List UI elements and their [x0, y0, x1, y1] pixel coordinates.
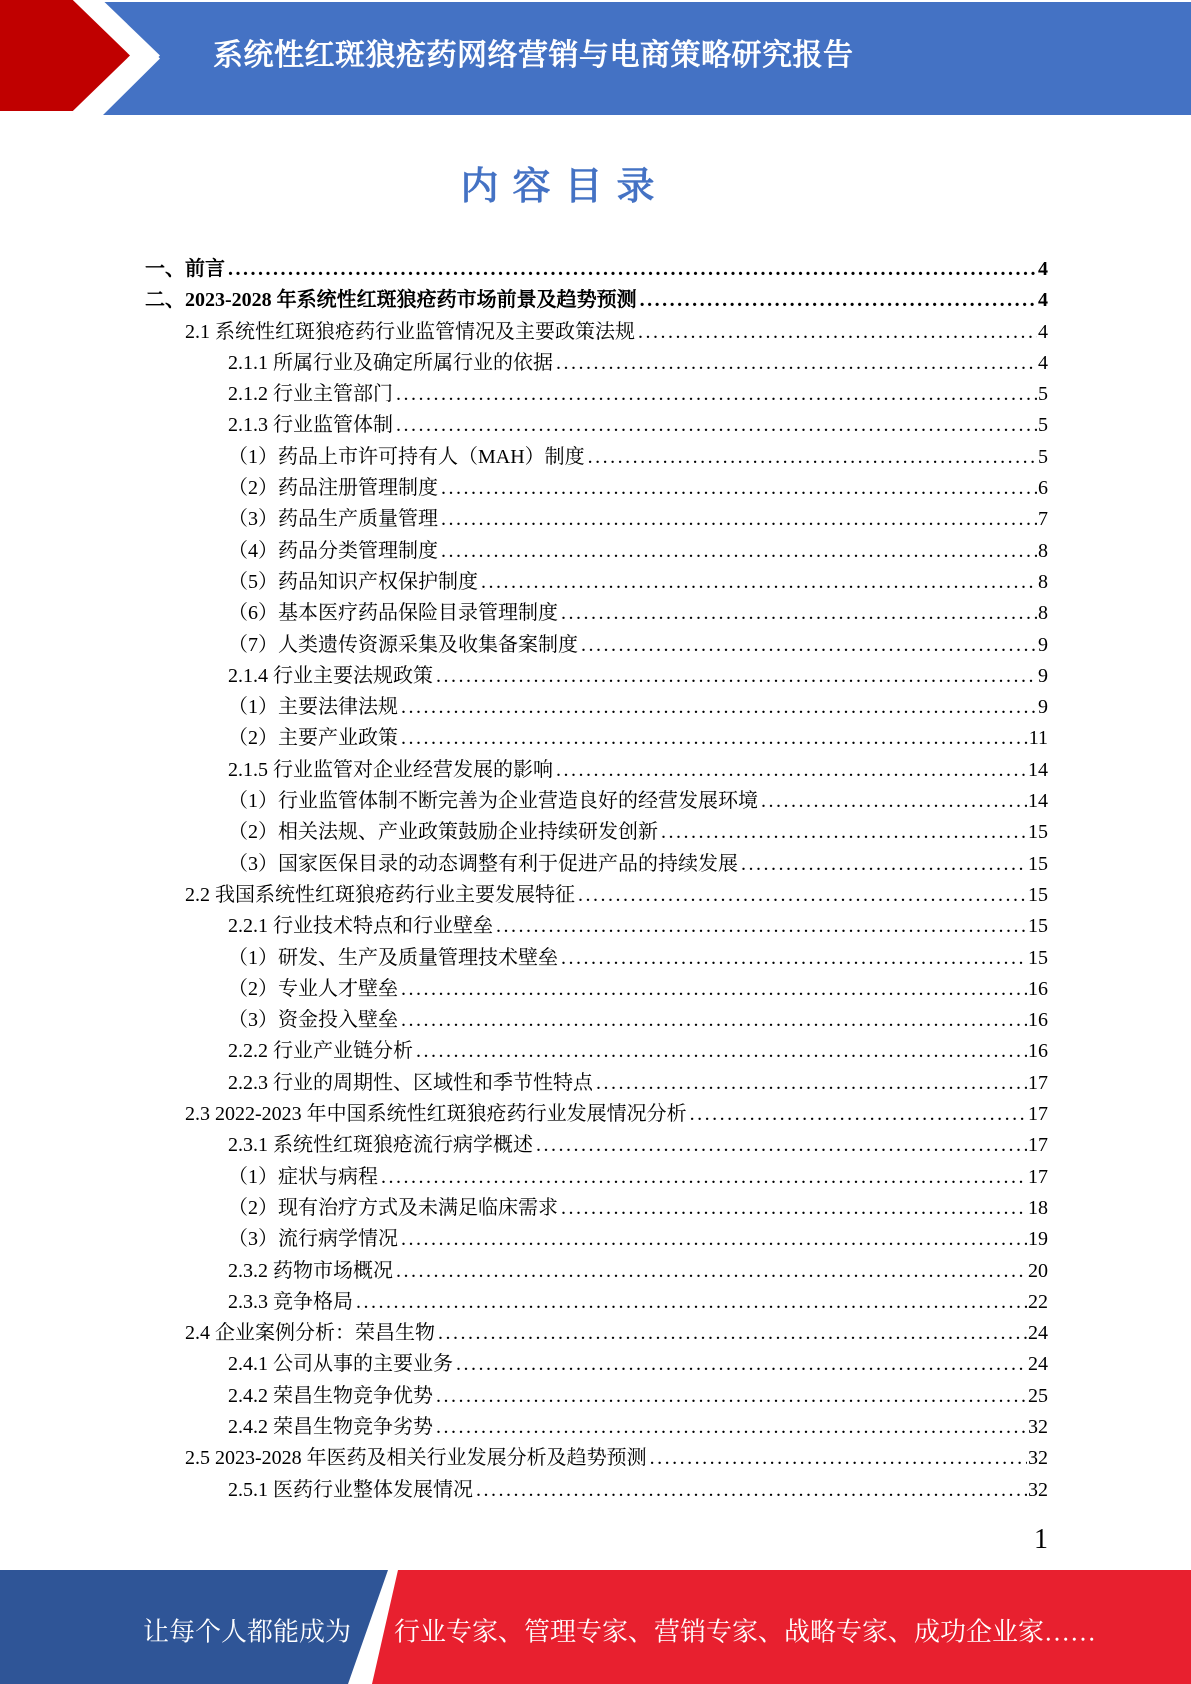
report-header	[0, 0, 1191, 115]
toc-leader-dots	[741, 849, 1027, 880]
toc-entry-label: 一、前言	[145, 258, 225, 280]
toc-entry[interactable]	[145, 1130, 1048, 1161]
toc-entry-label: 2.4 企业案例分析：荣昌生物	[185, 1322, 435, 1345]
toc-entry[interactable]	[145, 943, 1048, 974]
toc-entry-page: 11	[1028, 727, 1048, 750]
toc-entry-page: 15	[1028, 946, 1048, 969]
toc-entry-page: 5	[1038, 414, 1048, 437]
toc-entry-label: （2）专业人才壁垒	[228, 977, 398, 1000]
toc-entry-page: 16	[1028, 1009, 1048, 1032]
toc-entry-page: 18	[1028, 1196, 1048, 1219]
toc-leader-dots	[401, 692, 1037, 723]
toc-entry-page: 15	[1028, 883, 1048, 906]
toc-entry-label: （3）资金投入壁垒	[228, 1009, 398, 1032]
toc-entry-page: 15	[1028, 821, 1048, 844]
toc-leader-dots	[561, 598, 1037, 629]
toc-entry[interactable]	[145, 1224, 1048, 1255]
toc-entry[interactable]	[145, 410, 1048, 441]
toc-entry-label: （2）相关法规、产业政策鼓励企业持续研发创新	[228, 821, 658, 844]
toc-leader-dots	[596, 1068, 1027, 1099]
toc-entry-label: 2.4.1 公司从事的主要业务	[228, 1353, 453, 1376]
toc-entry-page: 32	[1028, 1478, 1048, 1501]
footer-right-slogan: 行业专家、管理专家、营销专家、战略专家、成功企业家……	[394, 1617, 1097, 1647]
toc-entry-page: 4	[1038, 320, 1048, 343]
toc-entry[interactable]	[145, 442, 1048, 473]
toc-leader-dots	[436, 1412, 1027, 1443]
toc-entry-page: 8	[1038, 539, 1048, 562]
toc-entry-page: 19	[1028, 1228, 1048, 1251]
toc-entry[interactable]	[145, 567, 1048, 598]
toc-entry-page: 32	[1028, 1447, 1048, 1470]
toc-entry-label: 2.4.2 荣昌生物竞争劣势	[228, 1415, 433, 1438]
toc-entry[interactable]	[145, 1318, 1048, 1349]
toc-entry-label: 2.1.5 行业监管对企业经营发展的影响	[228, 758, 553, 781]
toc-entry-page: 17	[1028, 1071, 1048, 1094]
toc-heading: 内容目录	[460, 166, 669, 208]
toc-entry[interactable]	[145, 1005, 1048, 1036]
toc-entry[interactable]	[145, 1412, 1048, 1443]
toc-entry-page: 32	[1028, 1415, 1048, 1438]
toc-entry-label: （1）药品上市许可持有人（MAH）制度	[228, 445, 585, 468]
toc-entry[interactable]	[145, 1349, 1048, 1380]
toc-leader-dots	[441, 536, 1037, 567]
toc-entry-label: 二、2023-2028 年系统性红斑狼疮药市场前景及趋势预测	[145, 289, 637, 312]
toc-leader-dots	[456, 1349, 1027, 1380]
toc-entry[interactable]	[145, 379, 1048, 410]
toc-entry-label: （6）基本医疗药品保险目录管理制度	[228, 602, 558, 625]
toc-entry-label: （1）研发、生产及质量管理技术壁垒	[228, 946, 558, 969]
toc-entry-label: （2）药品注册管理制度	[228, 477, 438, 500]
toc-entry[interactable]	[145, 1193, 1048, 1224]
page-number: 1	[1034, 1523, 1048, 1555]
toc-entry[interactable]	[145, 723, 1048, 754]
toc-entry-page: 20	[1028, 1259, 1048, 1282]
toc-leader-dots	[381, 1162, 1027, 1193]
toc-leader-dots	[588, 442, 1037, 473]
toc-entry-page: 25	[1028, 1384, 1048, 1407]
toc-leader-dots	[476, 1475, 1027, 1506]
toc-entry[interactable]	[145, 817, 1048, 848]
toc-entry-page: 15	[1028, 852, 1048, 875]
toc-leader-dots	[481, 567, 1037, 598]
toc-entry[interactable]	[145, 1475, 1048, 1506]
toc-leader-dots	[401, 723, 1028, 754]
toc-entry-page: 16	[1028, 1040, 1048, 1063]
toc-entry-page: 14	[1028, 758, 1048, 781]
toc-entry[interactable]	[145, 598, 1048, 629]
toc-entry-label: （4）药品分类管理制度	[228, 539, 438, 562]
toc-leader-dots	[438, 1318, 1027, 1349]
toc-entry-page: 22	[1028, 1290, 1048, 1313]
toc-leader-dots	[561, 943, 1027, 974]
toc-entry-label: 2.1.2 行业主管部门	[228, 383, 393, 406]
toc-entry-page: 8	[1038, 570, 1048, 593]
toc-entry-page: 17	[1028, 1165, 1048, 1188]
toc-leader-dots	[401, 1005, 1027, 1036]
toc-entry-page: 4	[1038, 289, 1048, 312]
toc-leader-dots	[638, 317, 1037, 348]
toc-entry[interactable]	[145, 1381, 1048, 1412]
toc-entry-label: 2.2.3 行业的周期性、区域性和季节性特点	[228, 1071, 593, 1094]
toc-entry[interactable]	[145, 849, 1048, 880]
toc-entry[interactable]	[145, 1036, 1048, 1067]
toc-entry-page: 15	[1028, 915, 1048, 938]
toc-entry[interactable]	[145, 254, 1048, 285]
toc-entry-page: 9	[1038, 696, 1048, 719]
toc-entry-page: 5	[1038, 445, 1048, 468]
toc-entry-label: （3）流行病学情况	[228, 1228, 398, 1251]
toc-entry[interactable]	[145, 348, 1048, 379]
toc-entry-page: 8	[1038, 602, 1048, 625]
toc-entry[interactable]	[145, 692, 1048, 723]
report-title: 系统性红斑狼疮药网络营销与电商策略研究报告	[213, 39, 854, 72]
toc-entry-label: 2.2.2 行业产业链分析	[228, 1040, 413, 1063]
toc-entry[interactable]	[145, 1099, 1048, 1130]
toc-entry[interactable]	[145, 880, 1048, 911]
toc-entry-label: 2.3.1 系统性红斑狼疮流行病学概述	[228, 1134, 533, 1157]
toc-entry[interactable]	[145, 1162, 1048, 1193]
toc-leader-dots	[401, 1224, 1027, 1255]
toc-entry-page: 17	[1028, 1134, 1048, 1157]
toc-entry-page: 4	[1038, 351, 1048, 374]
toc-leader-dots	[561, 1193, 1027, 1224]
toc-entry-page: 7	[1038, 508, 1048, 531]
toc-entry[interactable]	[145, 1287, 1048, 1318]
toc-entry-page: 24	[1028, 1322, 1048, 1345]
toc-leader-dots	[761, 786, 1027, 817]
toc-entry[interactable]	[145, 974, 1048, 1005]
toc-leader-dots	[690, 1099, 1027, 1130]
toc-entry-page: 9	[1038, 633, 1048, 656]
toc-entry-label: 2.1.1 所属行业及确定所属行业的依据	[228, 351, 553, 374]
toc-leader-dots	[650, 1443, 1027, 1474]
toc-leader-dots	[401, 974, 1027, 1005]
footer-left-slogan: 让每个人都能成为	[143, 1617, 352, 1647]
toc-entry-label: 2.1 系统性红斑狼疮药行业监管情况及主要政策法规	[185, 320, 635, 343]
toc-entry-label: （3）国家医保目录的动态调整有利于促进产品的持续发展	[228, 852, 738, 875]
toc-leader-dots	[396, 1256, 1027, 1287]
toc-entry-label: （3）药品生产质量管理	[228, 508, 438, 531]
footer-banner	[0, 1570, 1191, 1684]
toc-entry-label: 2.2.1 行业技术特点和行业壁垒	[228, 915, 493, 938]
toc-leader-dots	[356, 1287, 1027, 1318]
toc-entry-label: 2.1.3 行业监管体制	[228, 414, 393, 437]
toc-entry[interactable]	[145, 1443, 1048, 1474]
toc-leader-dots	[228, 254, 1037, 285]
toc-entry-label: （1）症状与病程	[228, 1165, 378, 1188]
toc-entry[interactable]	[145, 1256, 1048, 1287]
toc-leader-dots	[661, 817, 1027, 848]
toc-entry-label: 2.3.2 药物市场概况	[228, 1259, 393, 1282]
toc-leader-dots	[640, 285, 1037, 316]
toc-leader-dots	[441, 473, 1037, 504]
toc-entry-page: 5	[1038, 383, 1048, 406]
toc-entry-label: 2.3 2022-2023 年中国系统性红斑狼疮药行业发展情况分析	[185, 1103, 687, 1126]
toc-entry-label: （1）主要法律法规	[228, 696, 398, 719]
toc-entry-page: 4	[1038, 258, 1048, 280]
toc-entry-page: 16	[1028, 977, 1048, 1000]
toc-entry[interactable]	[145, 536, 1048, 567]
toc-leader-dots	[578, 880, 1027, 911]
toc-entry[interactable]	[145, 630, 1048, 661]
toc-entry[interactable]	[145, 285, 1048, 316]
toc-leader-dots	[396, 379, 1037, 410]
toc-entry-label: （2）现有治疗方式及未满足临床需求	[228, 1196, 558, 1219]
toc-leader-dots	[556, 348, 1037, 379]
toc-entry-page: 24	[1028, 1353, 1048, 1376]
toc-leader-dots	[396, 410, 1037, 441]
toc-leader-dots	[556, 755, 1027, 786]
toc-entry-label: （5）药品知识产权保护制度	[228, 570, 478, 593]
toc-entry[interactable]	[145, 661, 1048, 692]
toc-leader-dots	[496, 911, 1027, 942]
toc-leader-dots	[536, 1130, 1027, 1161]
toc-entry-label: （7）人类遗传资源采集及收集备案制度	[228, 633, 578, 656]
toc-entry-page: 9	[1038, 664, 1048, 687]
toc-entry-page: 6	[1038, 477, 1048, 500]
toc-entry[interactable]	[145, 911, 1048, 942]
toc-entry-label: 2.4.2 荣昌生物竞争优势	[228, 1384, 433, 1407]
toc-entry-label: 2.3.3 竞争格局	[228, 1290, 353, 1313]
toc-entry[interactable]	[145, 1068, 1048, 1099]
toc-entry-label: 2.2 我国系统性红斑狼疮药行业主要发展特征	[185, 883, 575, 906]
toc-leader-dots	[441, 504, 1037, 535]
toc-entry[interactable]	[145, 786, 1048, 817]
toc-entry[interactable]	[145, 755, 1048, 786]
toc-entry-label: （2）主要产业政策	[228, 727, 398, 750]
toc-leader-dots	[436, 1381, 1027, 1412]
toc-leader-dots	[436, 661, 1037, 692]
toc-entry-label: （1）行业监管体制不断完善为企业营造良好的经营发展环境	[228, 790, 758, 813]
toc-entry-label: 2.1.4 行业主要法规政策	[228, 664, 433, 687]
toc-entry[interactable]	[145, 317, 1048, 348]
toc-leader-dots	[581, 630, 1037, 661]
toc-entry-page: 17	[1028, 1103, 1048, 1126]
toc-leader-dots	[416, 1036, 1027, 1067]
toc-entry[interactable]	[145, 473, 1048, 504]
toc-entry-page: 14	[1028, 790, 1048, 813]
toc-list	[145, 254, 1048, 1506]
toc-entry[interactable]	[145, 504, 1048, 535]
toc-entry-label: 2.5.1 医药行业整体发展情况	[228, 1478, 473, 1501]
toc-entry-label: 2.5 2023-2028 年医药及相关行业发展分析及趋势预测	[185, 1447, 647, 1470]
